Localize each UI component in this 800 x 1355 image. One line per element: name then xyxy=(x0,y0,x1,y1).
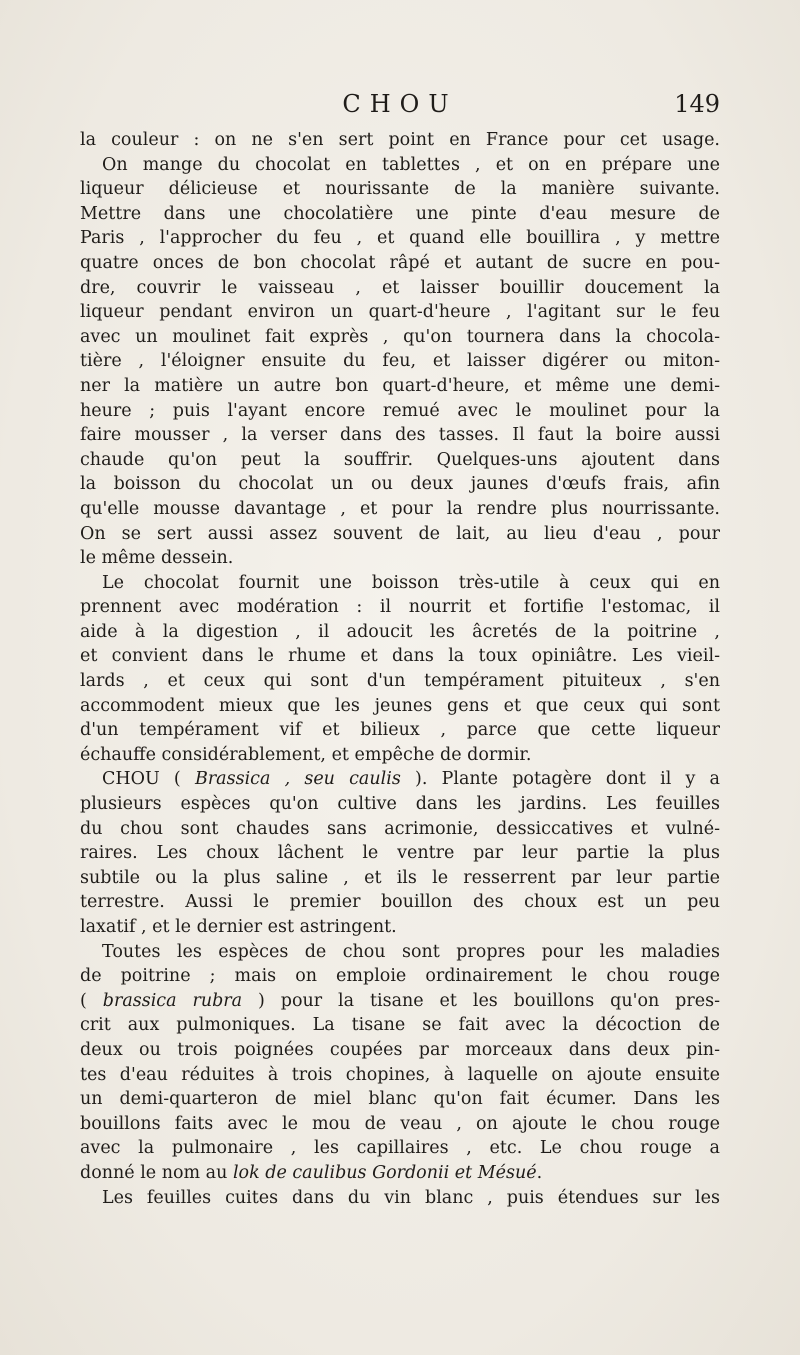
running-head: CHOU xyxy=(342,90,458,118)
text-line: On mange du chocolat en tablettes , et on en prépare une xyxy=(102,154,720,175)
text-line: un demi-quarteron de miel blanc qu'on fait écumer. Dans les xyxy=(80,1089,720,1110)
body-text xyxy=(80,128,720,1210)
text-line: de poitrine ; mais on emploie ordinairement le chou rouge xyxy=(80,966,720,987)
text-line: crit aux pulmoniques. La tisane se fait avec la décoction de xyxy=(80,1015,720,1036)
text-line: Paris , l'approcher du feu , et quand elle bouillira , y mettre xyxy=(80,228,720,249)
text-line: tes d'eau réduites à trois chopines, à laquelle on ajoute ensuite xyxy=(80,1064,720,1085)
text-line: laxatif , et le dernier est astringent. xyxy=(80,917,397,937)
latin-name: brassica rubra xyxy=(102,990,243,1011)
text-line: échauffe considérablement, et empêche de dormir. xyxy=(80,744,532,765)
text-line: heure ; puis l'ayant encore remué avec le moulinet pour la xyxy=(80,400,720,421)
entry-headword: CHOU xyxy=(102,769,160,790)
text-fragment: . xyxy=(536,1162,543,1183)
text-line: chaude qu'on peut la souffrir. Quelques-uns ajoutent dans xyxy=(80,449,720,470)
text-line-with-latin xyxy=(80,1161,720,1186)
text-line: terrestre. Aussi le premier bouillon des choux est un peu xyxy=(80,892,720,913)
text-line: accommodent mieux que les jeunes gens et que ceux qui sont xyxy=(80,695,720,716)
text-line: d'un tempérament vif et bilieux , parce que cette liqueur xyxy=(80,720,720,741)
text-line: lards , et ceux qui sont d'un tempérament pituiteux , s'en xyxy=(80,671,720,692)
page-header xyxy=(80,90,720,124)
text-line: liqueur délicieuse et nourissante de la manière suivante. xyxy=(80,179,720,200)
text-line: Toutes les espèces de chou sont propres pour les maladies xyxy=(102,941,720,962)
text-fragment: ) pour la tisane et les bouillons qu'on pres- xyxy=(242,990,720,1011)
text-line: deux ou trois poignées coupées par morceaux dans deux pin- xyxy=(80,1039,720,1060)
text-fragment: ( xyxy=(80,990,103,1011)
text-line: la boisson du chocolat un ou deux jaunes d'œufs frais, afin xyxy=(80,474,720,495)
text-line: avec la pulmonaire , les capillaires , etc. Le chou rouge a xyxy=(80,1138,720,1159)
text-line: tière , l'éloigner ensuite du feu, et laisser digérer ou miton- xyxy=(80,351,720,372)
text-fragment: donné le nom au xyxy=(80,1162,233,1183)
page-number: 149 xyxy=(674,90,720,118)
text-line: raires. Les choux lâchent le ventre par leur partie la plus xyxy=(80,843,720,864)
text-line: Le chocolat fournit une boisson très-utile à ceux qui en xyxy=(102,572,720,593)
text-line: aide à la digestion , il adoucit les âcretés de la poitrine , xyxy=(80,621,720,642)
text-line: liqueur pendant environ un quart-d'heure , l'agitant sur le feu xyxy=(80,302,720,323)
entry-heading-line xyxy=(80,767,720,792)
text-fragment: ( xyxy=(159,769,195,790)
text-line-with-latin xyxy=(80,989,720,1014)
latin-name: lok de caulibus Gordonii et Mésué xyxy=(232,1162,537,1183)
text-line: quatre onces de bon chocolat râpé et autant de sucre en pou- xyxy=(80,252,720,273)
text-line: On se sert aussi assez souvent de lait, au lieu d'eau , pour xyxy=(80,523,720,544)
text-line: le même dessein. xyxy=(80,548,234,569)
text-line: faire mousser , la verser dans des tasses. Il faut la boire aussi xyxy=(80,425,720,446)
text-line: subtile ou la plus saline , et ils le resserrent par leur partie xyxy=(80,867,720,888)
text-fragment: ). Plante potagère dont il y a xyxy=(400,769,720,790)
latin-name: Brassica , seu caulis xyxy=(194,769,401,790)
text-line: du chou sont chaudes sans acrimonie, dessiccatives et vulné- xyxy=(80,818,720,839)
text-line: plusieurs espèces qu'on cultive dans les jardins. Les feuilles xyxy=(80,794,720,815)
text-line: bouillons faits avec le mou de veau , on ajoute le chou rouge xyxy=(80,1113,720,1134)
text-line: et convient dans le rhume et dans la toux opiniâtre. Les vieil- xyxy=(80,646,720,667)
text-line: avec un moulinet fait exprès , qu'on tournera dans la chocola- xyxy=(80,326,720,347)
text-line: la couleur : on ne s'en sert point en France pour cet usage. xyxy=(80,130,720,150)
text-line: prennent avec modération : il nourrit et fortifie l'estomac, il xyxy=(80,597,720,618)
text-line: Les feuilles cuites dans du vin blanc , puis étendues sur les xyxy=(102,1187,720,1208)
text-line: Mettre dans une chocolatière une pinte d'eau mesure de xyxy=(80,203,720,224)
text-line: ner la matière un autre bon quart-d'heure, et même une demi- xyxy=(80,375,720,396)
text-line: dre, couvrir le vaisseau , et laisser bouillir doucement la xyxy=(80,277,720,298)
text-line: qu'elle mousse davantage , et pour la rendre plus nourrissante. xyxy=(80,498,720,519)
